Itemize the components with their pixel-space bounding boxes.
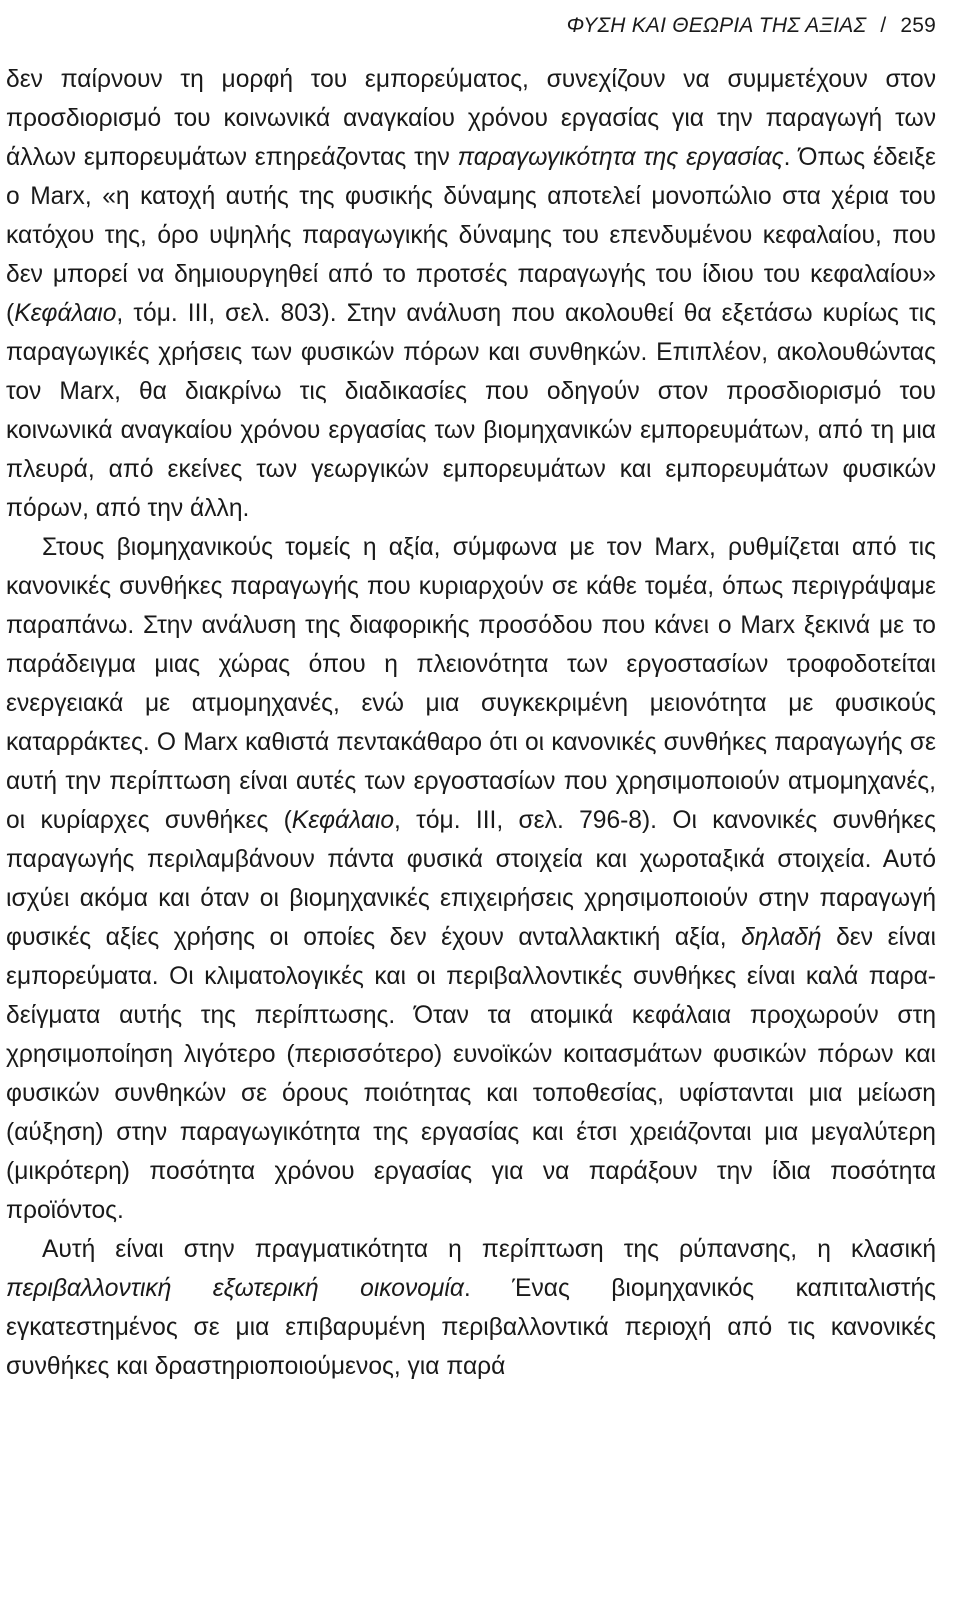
text-run: . Όπως έδειξε ο Marx, «η κατοχή αυτής της φυσικής δύναμης αποτελεί μονοπώλιο στα χέρια του κατόχου της, όρο υψηλής παραγωγικής δύναμης του επενδυμένου κεφαλαίου, που δεν μπορεί να δημιουργηθεί από το προτσές παραγωγής του ίδιου του κεφαλαίου» ( <box>6 144 936 327</box>
italic-text: δηλαδή <box>741 924 822 951</box>
italic-text: παραγωγικότητα της εργασίας <box>457 144 784 171</box>
paragraph <box>6 60 936 528</box>
running-title: ΦΥΣΗ ΚΑΙ ΘΕΩΡΙΑ ΤΗΣ ΑΞΙΑΣ <box>566 14 867 37</box>
paragraph <box>6 1230 936 1386</box>
text-run: , τόμ. III, σελ. 803). Στην ανάλυση που ακολουθεί θα εξετάσω κυρίως τις παραγωγικές χρήσεις των φυσικών πόρων και συνθηκών. Επιπλέον, ακολουθώντας τον Marx, θα διακρίνω τις διαδικασίες που οδηγούν στον προσδιορισμό του κοινωνικά αναγκαίου χρόνου εργασίας των βιομηχανικών εμπορευμάτων, από τη μια πλευρά, από εκείνες των γεωργικών εμπορευμάτων και εμπορευμάτων φυσικών πόρων, από την άλλη. <box>6 300 936 522</box>
paragraph <box>6 528 936 1230</box>
italic-text: Κεφάλαιο <box>14 300 117 327</box>
text-run: Στους βιομηχανικούς τομείς η αξία, σύμφωνα με τον Marx, ρυθμίζεται από τις κανονικές συνθήκες παραγωγής που κυριαρχούν σε κάθε τομέα, όπως περιγράψαμε παραπάνω. Στην ανάλυση της διαφορικής προσόδου που κάνει ο Marx ξεκινά με το παράδειγμα μιας χώρας όπου η πλειονότητα των εργοστασίων τροφοδοτείται ενεργειακά με ατμομηχανές, ενώ μια συγκεκριμένη μειονότητα με φυσικούς καταρράκτες. Ο Marx καθιστά πεντακάθαρο ότι οι κανονικές συνθήκες παραγωγής σε αυτή την περίπτωση είναι αυτές των εργοστασίων που χρησιμοποιούν ατμομηχανές, οι κυρίαρχες συνθήκες ( <box>6 534 936 834</box>
text-run: δεν παίρνουν τη μορφή του εμπορεύματος, συνεχίζουν να συμμετέχουν στον προσδιορισμό του κοινωνικά αναγκαίου χρόνου εργασίας για την παραγωγή των άλλων εμπορευμάτων επηρεάζοντας την <box>6 66 936 171</box>
text-run: . Ένας βιομηχανικός καπιταλιστής εγκατεστημένος σε μια επιβαρυμένη περιβαλλοντικά περιοχή από τις κανονικές συνθήκες και δραστηριοποιούμενος, για παρά <box>6 1275 936 1380</box>
header-separator: / <box>880 14 887 37</box>
text-run: Αυτή είναι στην πραγματικότητα η περίπτωση της ρύπανσης, η κλασική <box>42 1236 936 1263</box>
page-number: 259 <box>900 14 936 37</box>
text-run: , τόμ. III, σελ. 796-8). Οι κανονικές συνθήκες παραγωγής περιλαμβάνουν πάντα φυσικά στοιχεία και χωροταξικά στοιχεία. Αυτό ισχύει ακόμα και όταν οι βιομηχανικές επιχειρήσεις χρησιμοποιούν στην παραγωγή φυσικές αξίες χρήσης οι οποίες δεν έχουν ανταλλακτική αξία, <box>6 807 936 951</box>
running-header <box>6 0 936 48</box>
italic-text: περιβαλλοντική εξωτερική οικονομία <box>6 1275 464 1302</box>
body-text <box>6 60 936 1386</box>
italic-text: Κεφάλαιο <box>291 807 395 834</box>
text-run: δεν είναι εμπορεύματα. Οι κλιματολογικές και οι περιβαλλοντικές συνθήκες είναι καλά παραδείγματα αυτής της περίπτωσης. Όταν τα ατομικά κεφάλαια προχωρούν στη χρησιμοποίηση λιγότερο (περισσότερο) ευνοϊκών κοιτασμάτων φυσικών πόρων και φυσικών συνθηκών σε όρους ποιότητας και τοποθεσίας, υφίστανται μια μείωση (αύξηση) στην παραγωγικότητα της εργασίας και έτσι χρειάζονται μια μεγαλύτερη (μικρότερη) ποσότητα χρόνου εργασίας για να παράξουν την ίδια ποσότητα προϊόντος. <box>6 924 936 1224</box>
